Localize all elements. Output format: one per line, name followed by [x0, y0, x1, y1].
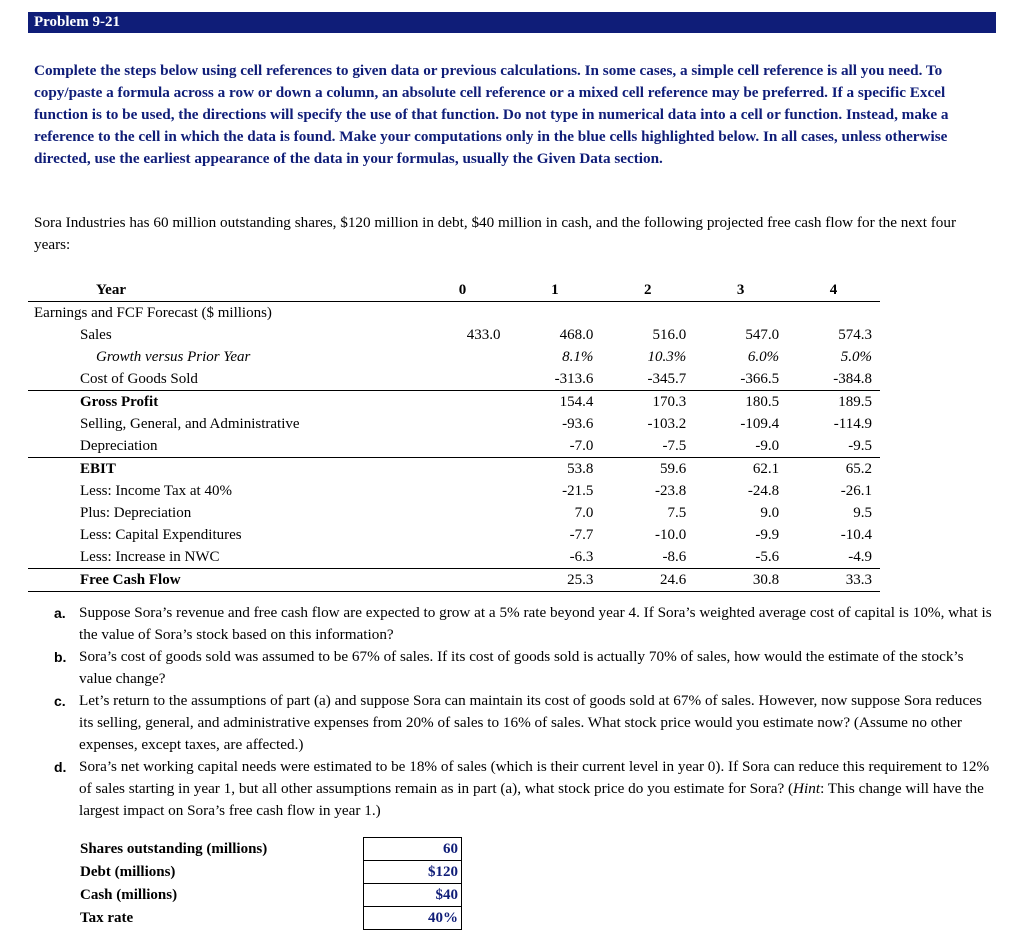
row-label: Sales: [80, 327, 112, 343]
year-4-header: 4: [787, 279, 880, 302]
given-row-shares: [80, 838, 462, 861]
question-d: [54, 756, 994, 822]
table-row-free-cash-flow: [28, 569, 880, 592]
cell: 574.3: [838, 327, 872, 343]
given-value-cell[interactable]: 40%: [364, 907, 462, 930]
row-label: Less: Increase in NWC: [28, 546, 416, 569]
question-letter: b.: [54, 649, 67, 665]
question-list: [54, 602, 994, 822]
cell: [416, 480, 508, 502]
cell: 7.0: [574, 505, 594, 521]
instructions-text: Complete the steps below using cell references to given data or previous calculations. In some cases, a simple cell reference is all you need. To copy/paste a formula across a row or down a column, an absolute cell reference or a mixed cell reference may be preferred. If a specific Excel function is to be used, the directions will specify the use of that function. Do not type in numerical data into a cell or function. Instead, make a reference to the cell in which the data is found. Make your computations only in the blue cells highlighted below. In all cases, unless otherwise directed, use the earliest appearance of the data in your formulas, usually the Given Data section.: [34, 62, 949, 167]
question-text: Suppose Sora’s revenue and free cash flow are expected to grow at a 5% rate beyond year 4. If Sora’s weighted average cost of capital is 10%, what is the value of Sora’s stock based on this information?: [79, 604, 992, 643]
cell: 25.3: [508, 569, 601, 592]
question-letter: c.: [54, 693, 66, 709]
section-label: Earnings and FCF Forecast ($ millions): [34, 305, 272, 321]
table-row-ebit: [28, 458, 880, 481]
cell: -93.6: [562, 416, 594, 432]
cell: 516.0: [652, 327, 687, 343]
year-0-header: 0: [416, 279, 508, 302]
cell: 5.0%: [840, 349, 872, 365]
cell: -5.6: [694, 546, 787, 569]
given-data-table: [80, 837, 462, 930]
cell: [416, 569, 508, 592]
cell: -24.8: [747, 483, 780, 499]
table-row-sga: [28, 413, 880, 435]
row-label: Growth versus Prior Year: [96, 349, 251, 365]
cell: -23.8: [654, 483, 687, 499]
table-row-capex: [28, 524, 880, 546]
cell: 189.5: [838, 394, 872, 410]
given-label: Debt (millions): [80, 864, 176, 880]
given-value-cell[interactable]: $120: [364, 861, 462, 884]
given-row-debt: [80, 861, 462, 884]
question-text-end: : This change will have the largest impact on Sora’s free cash flow in year 1.): [79, 780, 984, 819]
cell: 9.0: [760, 505, 780, 521]
cell: [416, 546, 508, 569]
question-text: Sora’s cost of goods sold was assumed to be 67% of sales. If its cost of goods sold is actually 70% of sales, how would the estimate of the stock’s value change?: [79, 648, 964, 687]
cell: [416, 346, 508, 368]
given-value-cell[interactable]: $40: [364, 884, 462, 907]
question-b: [54, 646, 994, 690]
section-header-row: [28, 302, 880, 325]
cell: 30.8: [694, 569, 787, 592]
hint-label: Hint: [793, 780, 821, 797]
cell: -345.7: [601, 368, 694, 391]
cell: 65.2: [845, 461, 872, 477]
cell: -10.0: [654, 527, 687, 543]
row-label: Gross Profit: [80, 394, 159, 410]
table-row-income-tax: [28, 480, 880, 502]
row-label: Less: Capital Expenditures: [80, 527, 242, 543]
cell: 33.3: [787, 569, 880, 592]
cell: -9.0: [694, 435, 787, 458]
cell: 24.6: [601, 569, 694, 592]
cell: 6.0%: [747, 349, 780, 365]
cell: -9.5: [787, 435, 880, 458]
cell: -366.5: [694, 368, 787, 391]
cell: -7.5: [601, 435, 694, 458]
row-label: Selling, General, and Administrative: [80, 416, 300, 432]
given-row-tax-rate: [80, 907, 462, 930]
year-header-row: [28, 279, 880, 302]
question-text: Let’s return to the assumptions of part (a) and suppose Sora can maintain its cost of goods sold at 67% of sales. However, now suppose Sora reduces its selling, general, and administrative expenses from 20% of sales to 16% of sales. What stock price would you estimate now? (Assume no other expenses, except taxes, are affected.): [79, 692, 982, 753]
table-row-growth: [28, 346, 880, 368]
problem-intro-text: Sora Industries has 60 million outstanding shares, $120 million in debt, $40 million in cash, and the following projected free cash flow for the next four years:: [34, 214, 957, 253]
cell: 180.5: [745, 394, 780, 410]
cell: -4.9: [787, 546, 880, 569]
cell: -26.1: [840, 483, 872, 499]
cell: -7.7: [569, 527, 594, 543]
cell: -114.9: [833, 416, 872, 432]
table-row-plus-depreciation: [28, 502, 880, 524]
row-label: EBIT: [80, 461, 116, 477]
table-row-cogs: [28, 368, 880, 391]
cell: -313.6: [508, 368, 601, 391]
cell: 170.3: [652, 394, 687, 410]
row-label: Plus: Depreciation: [80, 505, 192, 521]
cell: -10.4: [840, 527, 872, 543]
row-label: Free Cash Flow: [28, 569, 416, 592]
table-row-gross-profit: [28, 391, 880, 414]
cell: 154.4: [559, 394, 594, 410]
cell: [416, 502, 508, 524]
cell: 433.0: [466, 327, 501, 343]
year-label: Year: [28, 279, 416, 302]
cell: -6.3: [508, 546, 601, 569]
question-text: Sora’s net working capital needs were estimated to be 18% of sales (which is their current level in year 0). If Sora can reduce this requirement to 12% of sales starting in year 1, but all other assumptions remain as in part (a), what stock price do you estimate for Sora? (: [79, 758, 990, 797]
cell: -8.6: [601, 546, 694, 569]
cell: -384.8: [787, 368, 880, 391]
given-label: Cash (millions): [80, 887, 178, 903]
cell: 547.0: [745, 327, 780, 343]
cell: 59.6: [659, 461, 687, 477]
cell: -103.2: [647, 416, 687, 432]
cell: -7.0: [508, 435, 601, 458]
year-1-header: 1: [508, 279, 601, 302]
table-row-depreciation: [28, 435, 880, 458]
table-row-nwc: [28, 546, 880, 569]
cell: 8.1%: [562, 349, 594, 365]
given-label: Shares outstanding (millions): [80, 841, 268, 857]
cell: 468.0: [559, 327, 594, 343]
cell: 7.5: [667, 505, 687, 521]
cell: 53.8: [567, 461, 594, 477]
cell: [416, 413, 508, 435]
question-c: [54, 690, 994, 756]
cell: [416, 458, 508, 481]
year-2-header: 2: [601, 279, 694, 302]
question-letter: a.: [54, 605, 66, 621]
cell: -9.9: [755, 527, 780, 543]
cell: [416, 391, 508, 414]
cell: [416, 524, 508, 546]
given-value-cell[interactable]: 60: [364, 838, 462, 861]
given-label: Tax rate: [80, 910, 134, 926]
cell: 9.5: [853, 505, 872, 521]
cell: 62.1: [752, 461, 780, 477]
cell: -21.5: [562, 483, 594, 499]
problem-title-banner: [28, 12, 996, 33]
row-label: Less: Income Tax at 40%: [80, 483, 232, 499]
row-label: Cost of Goods Sold: [28, 368, 416, 391]
question-letter: d.: [54, 759, 67, 775]
cell: [416, 435, 508, 458]
question-a: [54, 602, 994, 646]
given-row-cash: [80, 884, 462, 907]
table-row-sales: [28, 324, 880, 346]
row-label: Depreciation: [28, 435, 416, 458]
cell: 10.3%: [647, 349, 687, 365]
fcf-forecast-table: [28, 279, 880, 592]
problem-title: Problem 9-21: [34, 14, 120, 30]
year-3-header: 3: [694, 279, 787, 302]
cell: [416, 368, 508, 391]
cell: -109.4: [740, 416, 780, 432]
